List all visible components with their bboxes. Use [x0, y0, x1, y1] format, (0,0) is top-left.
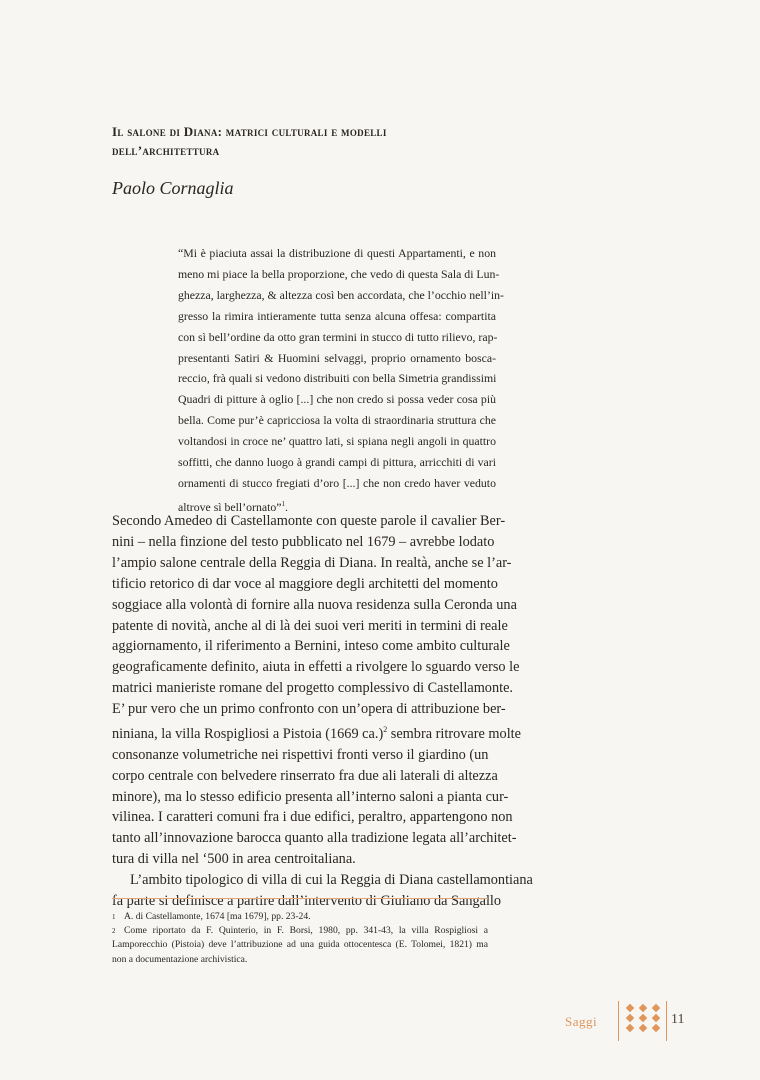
quote-line: soffitti, che danno luogo à grandi campi di pittura, arricchiti di vari: [178, 455, 496, 470]
body-line: nini – nella finzione del testo pubblicato nel 1679 – avrebbe lodato: [112, 533, 495, 550]
footnote-ref[interactable]: 1: [281, 499, 286, 508]
article-title-line: dell’architettura: [112, 143, 220, 158]
footnote-1: [112, 910, 488, 924]
quote-line-last: altrove sì bell’ornato”$^1$.: [178, 499, 288, 514]
footnote-line: non a documentazione archivistica.: [112, 953, 248, 965]
body-line: geograficamente definito, aiuta in effetti a rivolgere lo sguardo verso le: [112, 659, 520, 676]
body-line: fa parte si definisce a partire dall’intervento di Giuliano da Sangallo: [112, 893, 502, 910]
quote-line: “Mi è piaciuta assai la distribuzione di questi Appartamenti, e non: [178, 246, 496, 260]
footnote-number: 1: [112, 913, 116, 921]
footnote-line: Lamporecchio (Pistoia) deve l’attribuzione ad una guida ottocentesca (E. Tolomei, 1821) ma: [112, 939, 488, 951]
footnote-2: [112, 924, 488, 967]
article-title-line: Il salone di Diana: matrici culturali e modelli: [112, 124, 387, 139]
quote-line: gresso la rimira intieramente tutta senza alcuna offesa: compartita: [178, 308, 496, 323]
body-line: vilinea. I caratteri comuni fra i due edifici, peraltro, appartengono non: [112, 809, 513, 826]
quote-line: ornamenti di stucco fregiati d’oro [...] che non credo haver veduto: [178, 475, 496, 490]
body-line: tificio retorico di dar voce al maggiore degli architetti del momento: [112, 575, 498, 592]
footnotes: [112, 910, 488, 967]
quote-line: presentanti Satiri & Huomini selvaggi, proprio ornamento bosca-: [178, 350, 496, 365]
body-line: tanto all’innovazione barocca quanto alla tradizione legata all’architet-: [112, 830, 517, 847]
quote-line: meno mi piace la bella proporzione, che vedo di questa Sala di Lun-: [178, 266, 500, 281]
body-line: patente di novità, anche al di là dei suoi veri meriti in termini di reale: [112, 617, 508, 634]
footnote-number: 2: [112, 927, 116, 936]
body-line: consonanze volumetriche nei rispettivi fronti verso il giardino (un: [112, 746, 489, 763]
body-line: tura di villa nel ‘500 in area centroitaliana.: [112, 851, 356, 868]
footnote-ref[interactable]: 2: [383, 725, 388, 735]
quote-line: con sì bell’ordine da otto gran termini in stucco di tutto rilievo, rap-: [178, 329, 498, 344]
article-title: [112, 122, 492, 160]
page-number: 11: [671, 1012, 685, 1027]
quote-line: voltandosi in croce ne’ quattro lati, si spiana negli angoli in quattro: [178, 434, 496, 449]
footer-divider-left: [618, 1001, 619, 1041]
article-author: Paolo Cornaglia: [112, 178, 234, 198]
quote-line-text: altrove sì bell’ornato”: [178, 499, 282, 514]
section-label: Saggi: [565, 1014, 598, 1029]
body-line: Secondo Amedeo di Castellamonte con queste parole il cavalier Ber-: [112, 513, 506, 529]
body-line: E’ pur vero che un primo confronto con un’opera di attribuzione ber-: [112, 701, 506, 718]
body-line: L’ambito tipologico di villa di cui la Reggia di Diana castellamontiana: [130, 872, 533, 889]
footnote-line: [112, 910, 488, 924]
body-text: [112, 511, 533, 912]
body-line: soggiace alla volontà di fornire alla nuova residenza sulla Ceronda una: [112, 596, 517, 613]
epigraph-quote: [178, 243, 504, 518]
body-line: matrici manieriste romane del progetto complessivo di Castellamonte.: [112, 680, 513, 697]
footer-divider-right: [666, 1001, 667, 1041]
footnote-line: [112, 924, 488, 938]
quote-line: bella. Come pur’è capricciosa la volta di straordinaria struttura che: [178, 413, 496, 428]
quote-line: ghezza, larghezza, & altezza così ben accordata, che l’occhio nell’in-: [178, 287, 504, 302]
diamond-ornament-icon: [622, 1003, 664, 1039]
quote-line: reccio, frà quali si vedono distribuiti con bella Simetria grandissimi: [178, 371, 497, 386]
body-line: aggiornamento, il riferimento a Bernini, inteso come ambito culturale: [112, 638, 510, 655]
body-line-text: niniana, la villa Rospigliosi a Pistoia (1669 ca.): [112, 725, 384, 742]
footnote-text: A. di Castellamonte, 1674 [ma 1679], pp. 23-24.: [124, 911, 311, 922]
body-line: minore), ma lo stesso edificio presenta all’interno saloni a pianta cur-: [112, 788, 509, 805]
footnote-text: Come riportato da F. Quinterio, in F. Borsi, 1980, pp. 341-43, la villa Rospigliosi a: [124, 925, 488, 937]
quote-line: Quadri di pitture à oglio [...] che non credo si possa veder cosa più: [178, 392, 496, 407]
body-line-text: sembra ritrovare molte: [387, 725, 521, 742]
body-line: corpo centrale con belvedere rinserrato fra due ali laterali di altezza: [112, 767, 498, 784]
body-line: l’ampio salone centrale della Reggia di Diana. In realtà, anche se l’ar-: [112, 554, 512, 571]
footnote-divider: [112, 898, 488, 899]
body-line-with-note: [112, 720, 521, 745]
